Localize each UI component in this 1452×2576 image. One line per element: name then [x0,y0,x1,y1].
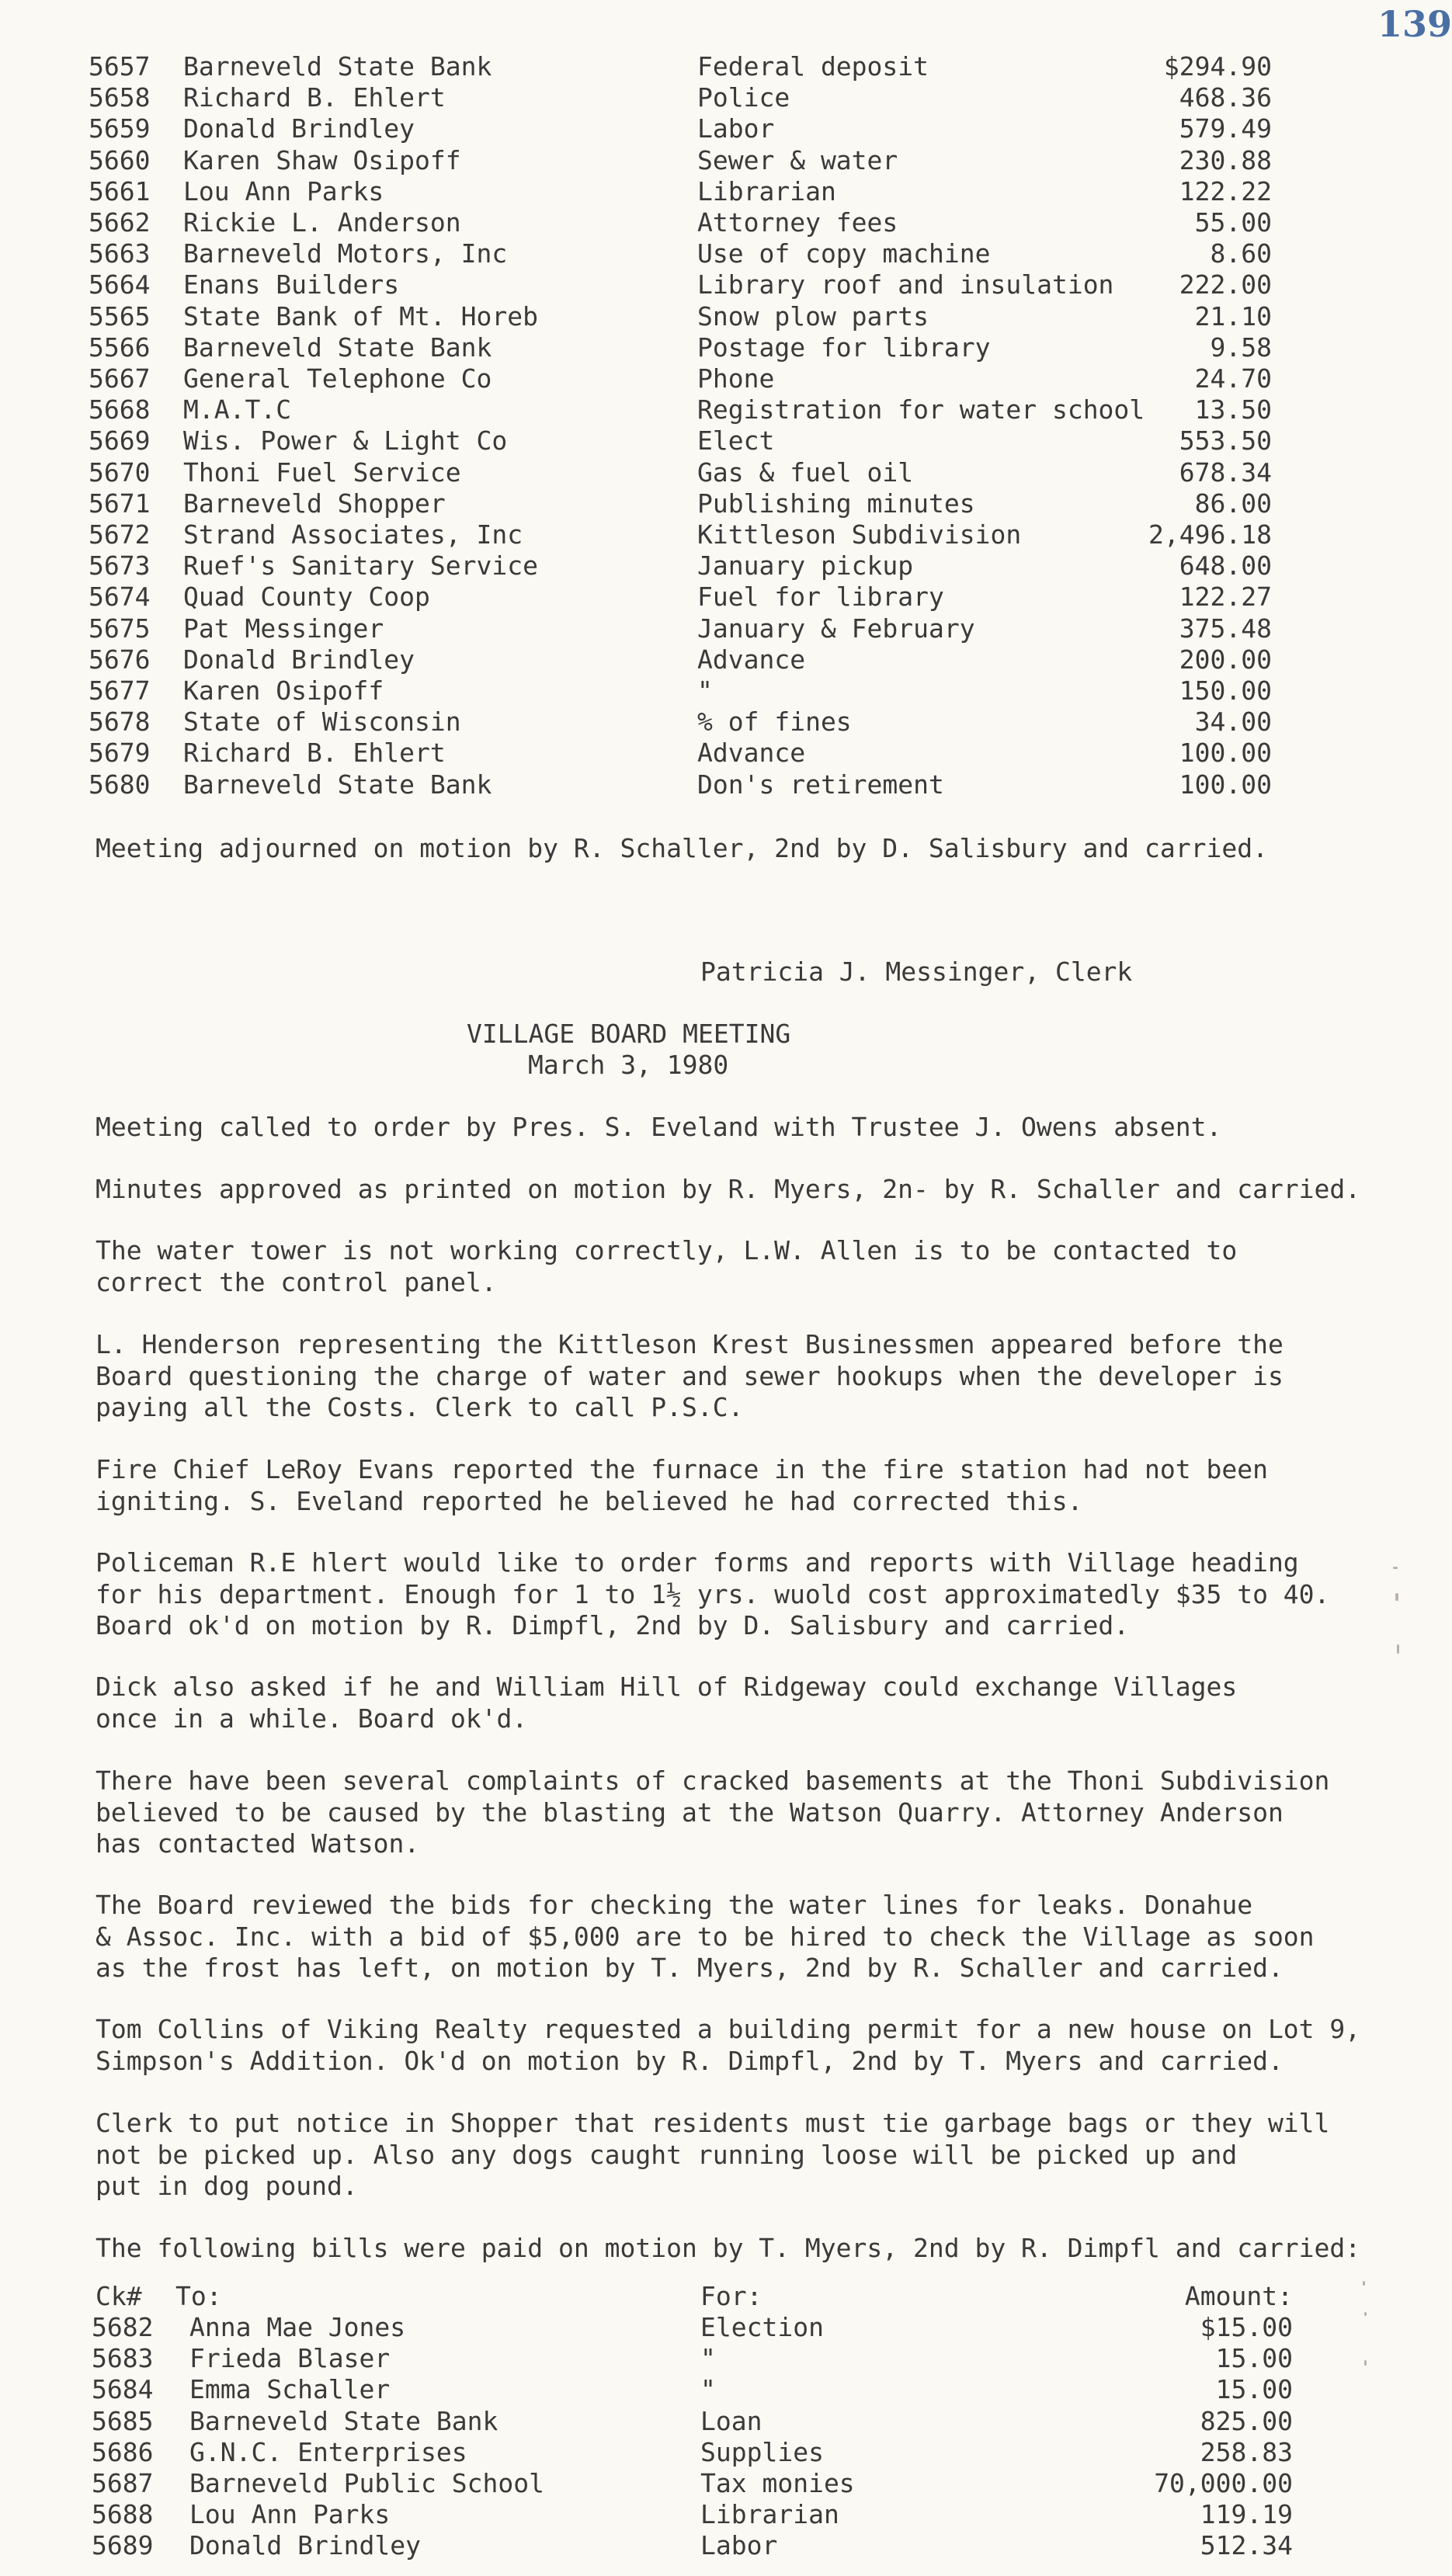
bill-to: Pat Messinger [183,613,384,644]
bill-for: Advance [697,738,806,769]
bill-for: Librarian [697,175,836,207]
paragraph: Clerk to put notice in Shopper that residents must tie garbage bags or they will not be picked up. Also any dogs caught running loose will be picked up and put in dog pound. [96,2108,1330,2201]
bill-for: Federal deposit [697,51,929,82]
bill-for: Postage for library [697,332,991,363]
bill-row [0,2437,1452,2468]
clerk-signature: Patricia J. Messinger, Clerk [700,956,1133,987]
bill-row [0,2406,1452,2437]
bill-ck: 5663 [89,238,151,269]
bill-ck: 5675 [89,613,151,644]
bill-amount: 13.50 [1194,394,1272,425]
bill-amount: $294.90 [1163,51,1272,82]
bill-row [0,238,1452,269]
bill-amount: 9.58 [1210,332,1272,363]
bill-ck: 5670 [89,457,151,488]
bill-for: " [697,675,713,706]
bill-for: % of fines [697,706,852,738]
bill-for: Labor [700,2530,778,2561]
meeting-title: VILLAGE BOARD MEETING [467,1019,791,1049]
bill-to: Barneveld State Bank [183,769,492,800]
bill-ck: 5661 [89,175,151,207]
bill-to: Barneveld Public School [189,2468,544,2498]
paragraph: Dick also asked if he and William Hill of Ridgeway could exchange Villages once in a while. Board ok'd. [96,1672,1238,1734]
bill-amount: 15.00 [1215,2343,1293,2374]
bill-amount: 2,496.18 [1148,519,1272,550]
bill-to: M.A.T.C [183,394,292,425]
paper-speck [1395,1593,1398,1601]
bill-for: Snow plow parts [697,300,929,332]
bill-amount: 200.00 [1179,644,1272,675]
bill-to: Karen Osipoff [183,675,384,706]
bill-amount: 553.50 [1179,425,1272,457]
bill-for: Don's retirement [697,769,944,800]
bill-ck: 5673 [89,550,151,582]
bill-amount: 230.88 [1179,144,1272,175]
paragraph: Minutes approved as printed on motion by R. Myers, 2n- by R. Schaller and carried. [96,1174,1361,1204]
bill-ck: 5688 [92,2499,154,2530]
bill-to: Rickie L. Anderson [183,207,461,238]
bill-to: Barneveld Shopper [183,488,446,519]
bill-amount: 100.00 [1179,738,1272,769]
bill-amount: 222.00 [1179,269,1272,300]
bill-ck: 5687 [92,2468,154,2498]
bill-to: Ruef's Sanitary Service [183,550,538,582]
bill-ck: 5676 [89,644,151,675]
paragraph: The Board reviewed the bids for checking the water lines for leaks. Donahue & Assoc. Inc. with a bid of $5,000 are to be hired to check the Village as soon as the frost has left, on motion by T. Myers, 2nd by R. Schaller and carried. [96,1890,1315,1983]
bill-row [0,582,1452,613]
bill-to: Lou Ann Parks [183,175,384,207]
bill-amount: 55.00 [1194,207,1272,238]
bill-to: Frieda Blaser [189,2343,391,2374]
bill-row [0,2312,1452,2343]
bill-for: Sewer & water [697,144,898,175]
bill-ck: 5684 [92,2374,154,2405]
bill-to: Enans Builders [183,269,400,300]
paper-speck [1364,2360,1367,2366]
bill-ck: 5657 [89,51,151,82]
bill-row [0,457,1452,488]
bill-for: Gas & fuel oil [697,457,914,488]
bill-amount: 258.83 [1200,2436,1293,2467]
bill-ck: 5565 [89,300,151,332]
page-number: 139 [1377,3,1452,45]
bill-for: " [700,2374,716,2405]
bill-ck: 5566 [89,332,151,363]
bill-for: January pickup [697,550,914,582]
bill-ck: 5660 [89,144,151,175]
bill-row [0,82,1452,113]
bill-for: Advance [697,644,806,675]
bill-row [0,706,1452,738]
bill-for: Loan [700,2405,762,2436]
bill-row [0,176,1452,207]
adjourned-text: Meeting adjourned on motion by R. Schaller, 2nd by D. Salisbury and carried. [96,833,1268,863]
bill-row [0,301,1452,332]
bill-for: Publishing minutes [697,488,975,519]
bill-row [0,2530,1452,2561]
bill-ck: 5658 [89,82,151,113]
bill-amount: 21.10 [1194,300,1272,332]
bill-row [0,519,1452,550]
bill-amount: 678.34 [1179,457,1272,488]
paper-speck [1393,1567,1398,1569]
amount-header: Amount: [1184,2281,1293,2311]
bill-to: Karen Shaw Osipoff [183,144,461,175]
bill-for: Phone [697,363,775,394]
bill-ck: 5667 [89,363,151,394]
bill-ck: 5659 [89,113,151,144]
bill-row [0,550,1452,582]
to-header: To: [175,2281,222,2311]
paper-speck [1363,2281,1365,2286]
bill-ck: 5689 [92,2530,154,2561]
bill-for: " [700,2343,716,2374]
paragraph: The water tower is not working correctly, L.W. Allen is to be contacted to correct the control panel. [96,1235,1238,1297]
bill-ck: 5669 [89,425,151,457]
bill-amount: 825.00 [1200,2405,1293,2436]
bill-amount: 579.49 [1179,113,1272,144]
bill-ck: 5662 [89,207,151,238]
paragraph: L. Henderson representing the Kittleson Krest Businessmen appeared before the Board questioning the charge of water and sewer hookups when the developer is paying all the Costs. Clerk to call P.S.C. [96,1329,1284,1422]
bill-to: Wis. Power & Light Co [183,425,508,457]
bill-amount: 648.00 [1179,550,1272,582]
bill-row [0,363,1452,394]
bill-ck: 5679 [89,738,151,769]
bill-ck: 5668 [89,394,151,425]
bill-for: Registration for water school [697,394,1145,425]
bill-for: Fuel for library [697,582,944,613]
bill-for: Election [700,2312,824,2342]
bill-to: Barneveld State Bank [189,2405,498,2436]
bill-to: State of Wisconsin [183,706,461,738]
bill-to: G.N.C. Enterprises [189,2436,467,2467]
bill-to: Donald Brindley [183,644,415,675]
for-header: For: [700,2281,762,2311]
bill-ck: 5671 [89,488,151,519]
bills-header-row [0,2281,1452,2312]
bill-ck: 5683 [92,2343,154,2374]
bill-amount: $15.00 [1200,2312,1293,2342]
bill-amount: 512.34 [1200,2530,1293,2561]
paper-speck [1364,2312,1367,2316]
bill-to: Donald Brindley [189,2530,422,2561]
bill-ck: 5677 [89,675,151,706]
bill-row [0,145,1452,176]
bill-amount: 375.48 [1179,613,1272,644]
paper-speck [1397,1644,1399,1654]
bill-amount: 8.60 [1210,238,1272,269]
bill-to: Richard B. Ehlert [183,738,446,769]
bill-for: Library roof and insulation [697,269,1114,300]
bill-row [0,738,1452,769]
bill-row [0,488,1452,519]
bill-for: Elect [697,425,775,457]
bill-for: Attorney fees [697,207,898,238]
bill-row [0,675,1452,706]
paragraph: The following bills were paid on motion by T. Myers, 2nd by R. Dimpfl and carried: [96,2233,1361,2263]
bill-to: Barneveld Motors, Inc [183,238,508,269]
bill-row [0,2499,1452,2530]
bill-for: Police [697,82,790,113]
bill-to: Strand Associates, Inc [183,519,523,550]
bill-ck: 5685 [92,2405,154,2436]
meeting-date: March 3, 1980 [528,1050,729,1080]
bill-to: Barneveld State Bank [183,332,492,363]
paragraph: Meeting called to order by Pres. S. Eveland with Trustee J. Owens absent. [96,1112,1222,1142]
bill-row [0,113,1452,144]
bill-ck: 5672 [89,519,151,550]
bill-row [0,2374,1452,2405]
bill-to: General Telephone Co [183,363,492,394]
bill-row [0,769,1452,800]
bill-row [0,51,1452,82]
bill-to: Lou Ann Parks [189,2499,391,2530]
paragraph: Fire Chief LeRoy Evans reported the furnace in the fire station had not been igniting. S. Eveland reported he believed he had corrected this. [96,1454,1268,1516]
bill-ck: 5664 [89,269,151,300]
bill-to: Donald Brindley [183,113,415,144]
bill-amount: 15.00 [1215,2374,1293,2405]
bill-ck: 5682 [92,2312,154,2342]
bill-row [0,425,1452,457]
bill-row [0,332,1452,363]
bill-for: Kittleson Subdivision [697,519,1022,550]
bill-amount: 34.00 [1194,706,1272,738]
bill-amount: 122.27 [1179,582,1272,613]
paragraph: There have been several complaints of cracked basements at the Thoni Subdivision believed to be caused by the blasting at the Watson Quarry. Attorney Anderson has contacted Watson. [96,1765,1330,1859]
bill-for: Tax monies [700,2468,855,2498]
bill-amount: 70,000.00 [1154,2468,1293,2498]
bill-for: Supplies [700,2436,824,2467]
bill-to: Emma Schaller [189,2374,391,2405]
bill-row [0,2343,1452,2374]
bill-amount: 100.00 [1179,769,1272,800]
bill-amount: 150.00 [1179,675,1272,706]
bill-for: Use of copy machine [697,238,991,269]
bill-row [0,207,1452,238]
bill-ck: 5686 [92,2436,154,2467]
bill-row [0,613,1452,644]
bill-ck: 5678 [89,706,151,738]
bill-amount: 86.00 [1194,488,1272,519]
bill-row [0,2468,1452,2499]
bill-for: Labor [697,113,775,144]
bill-for: January & February [697,613,975,644]
bill-amount: 119.19 [1200,2499,1293,2530]
bill-ck: 5674 [89,582,151,613]
paragraph: Tom Collins of Viking Realty requested a building permit for a new house on Lot 9, Simpson's Addition. Ok'd on motion by R. Dimpfl, 2nd by T. Myers and carried. [96,2014,1361,2076]
bill-to: Anna Mae Jones [189,2312,406,2342]
bill-to: Richard B. Ehlert [183,82,446,113]
bill-row [0,644,1452,675]
bill-for: Librarian [700,2499,839,2530]
bill-to: State Bank of Mt. Horeb [183,300,538,332]
bill-row [0,269,1452,300]
bill-to: Thoni Fuel Service [183,457,461,488]
bill-ck: 5680 [89,769,151,800]
bill-amount: 122.22 [1179,175,1272,207]
bill-amount: 468.36 [1179,82,1272,113]
bill-row [0,394,1452,425]
ck-header: Ck# [96,2281,142,2311]
bill-to: Barneveld State Bank [183,51,492,82]
bill-to: Quad County Coop [183,582,430,613]
paragraph: Policeman R.E hlert would like to order forms and reports with Village heading for his department. Enough for 1 to 1½ yrs. wuold cost approximatedly $35 to 40. Board ok'd on motion by R. Dimpfl, 2nd by D. Salisbury and carried. [96,1547,1330,1640]
bill-amount: 24.70 [1194,363,1272,394]
